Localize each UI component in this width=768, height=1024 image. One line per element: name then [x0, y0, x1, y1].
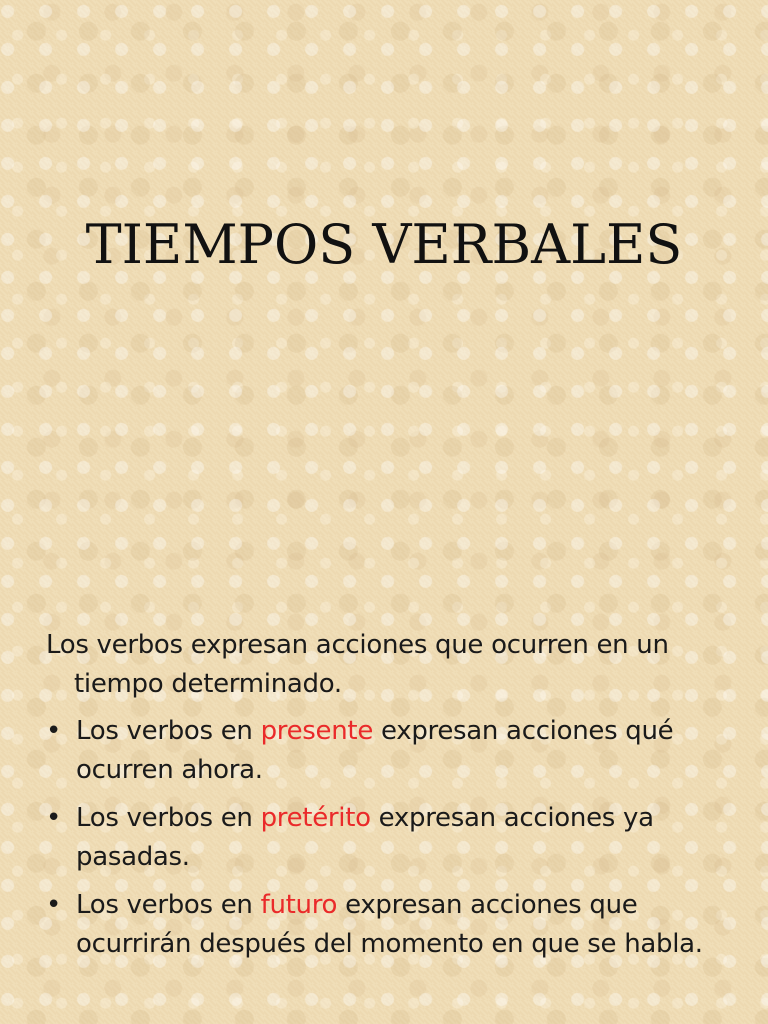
slide-body — [46, 626, 738, 973]
bullet-text-before: Los verbos en — [76, 890, 261, 920]
bullet-highlight-presente: presente — [260, 716, 374, 746]
slide-title: TIEMPOS VERBALES — [85, 213, 683, 276]
bullet-item-presente — [46, 712, 738, 790]
bullet-text-before: Los verbos en — [76, 716, 261, 746]
bullet-icon: • — [46, 803, 62, 833]
bullet-icon: • — [46, 716, 62, 746]
bullet-list — [46, 712, 738, 964]
bullet-icon: • — [46, 890, 62, 920]
bullet-text-before: Los verbos en — [76, 803, 261, 833]
bullet-highlight-futuro: futuro — [260, 890, 338, 920]
intro-paragraph: Los verbos expresan acciones que ocurren en un tiempo determinado. — [46, 630, 669, 699]
bullet-highlight-preterito: pretérito — [260, 803, 371, 833]
bullet-text-after: expresan acciones qué ocurren ahora. — [76, 716, 674, 785]
bullet-item-futuro — [46, 886, 738, 964]
bullet-text-after: expresan acciones ya pasadas. — [76, 803, 654, 872]
bullet-item-preterito — [46, 799, 738, 877]
bullet-text-after: expresan acciones que ocurrirán después del momento en que se habla. — [76, 890, 703, 959]
